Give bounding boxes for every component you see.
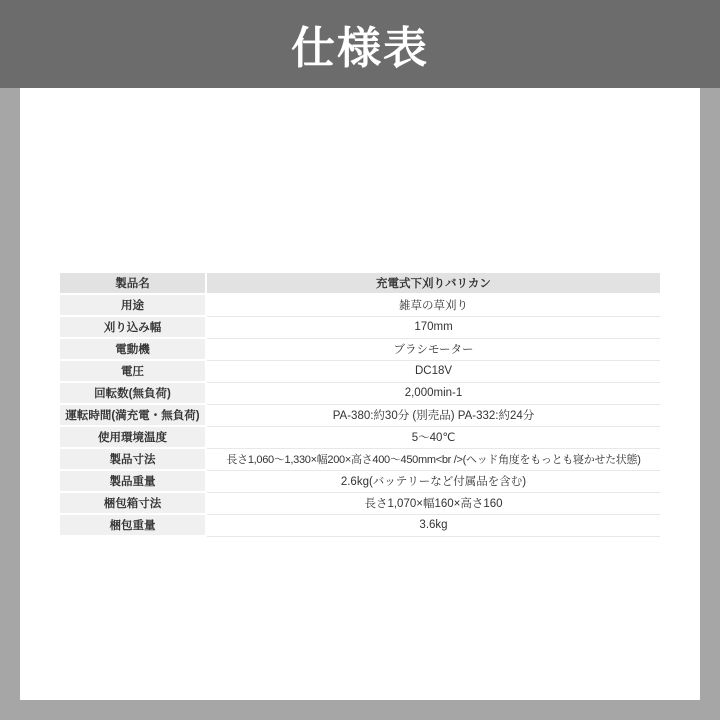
table-row: [60, 316, 660, 338]
spec-label: 電圧: [60, 360, 206, 382]
spec-label: 回転数(無負荷): [60, 382, 206, 404]
spec-value: ブラシモーター: [206, 338, 660, 360]
table-row: [60, 294, 660, 316]
table-row: [60, 492, 660, 514]
spec-value: 雑草の草刈り: [206, 294, 660, 316]
spec-value: 充電式下刈りバリカン: [206, 273, 660, 294]
spec-value: 2,000min-1: [206, 382, 660, 404]
spec-value: 170mm: [206, 316, 660, 338]
spec-label: 用途: [60, 294, 206, 316]
spec-value: 長さ1,060〜1,330×幅200×高さ400〜450mm<br />(ヘッド角度をもっとも寝かせた状態): [206, 448, 660, 470]
page-title: 仕様表: [291, 24, 429, 73]
spec-label: 電動機: [60, 338, 206, 360]
spec-value: DC18V: [206, 360, 660, 382]
spec-value: 3.6kg: [206, 514, 660, 536]
table-row: [60, 360, 660, 382]
spec-label: 梱包重量: [60, 514, 206, 536]
table-row: [60, 426, 660, 448]
table-row: [60, 448, 660, 470]
spec-label: 梱包箱寸法: [60, 492, 206, 514]
spec-label: 刈り込み幅: [60, 316, 206, 338]
spec-value: 5〜40℃: [206, 426, 660, 448]
spec-label: 運転時間(満充電・無負荷): [60, 404, 206, 426]
spec-label: 製品重量: [60, 470, 206, 492]
spec-value: 2.6kg(バッテリーなど付属品を含む): [206, 470, 660, 492]
spec-label: 製品寸法: [60, 448, 206, 470]
table-row: [60, 338, 660, 360]
content-card: [20, 88, 700, 700]
spec-label: 製品名: [60, 273, 206, 294]
spec-value: 長さ1,070×幅160×高さ160: [206, 492, 660, 514]
spec-table: [60, 273, 660, 537]
table-row: [60, 404, 660, 426]
table-row: [60, 382, 660, 404]
spec-table-body: [60, 273, 660, 536]
spec-label: 使用環境温度: [60, 426, 206, 448]
table-row: [60, 514, 660, 536]
table-row: [60, 273, 660, 294]
page-header-banner: [0, 0, 720, 88]
table-row: [60, 470, 660, 492]
spec-value: PA-380:約30分 (別売品) PA-332:約24分: [206, 404, 660, 426]
